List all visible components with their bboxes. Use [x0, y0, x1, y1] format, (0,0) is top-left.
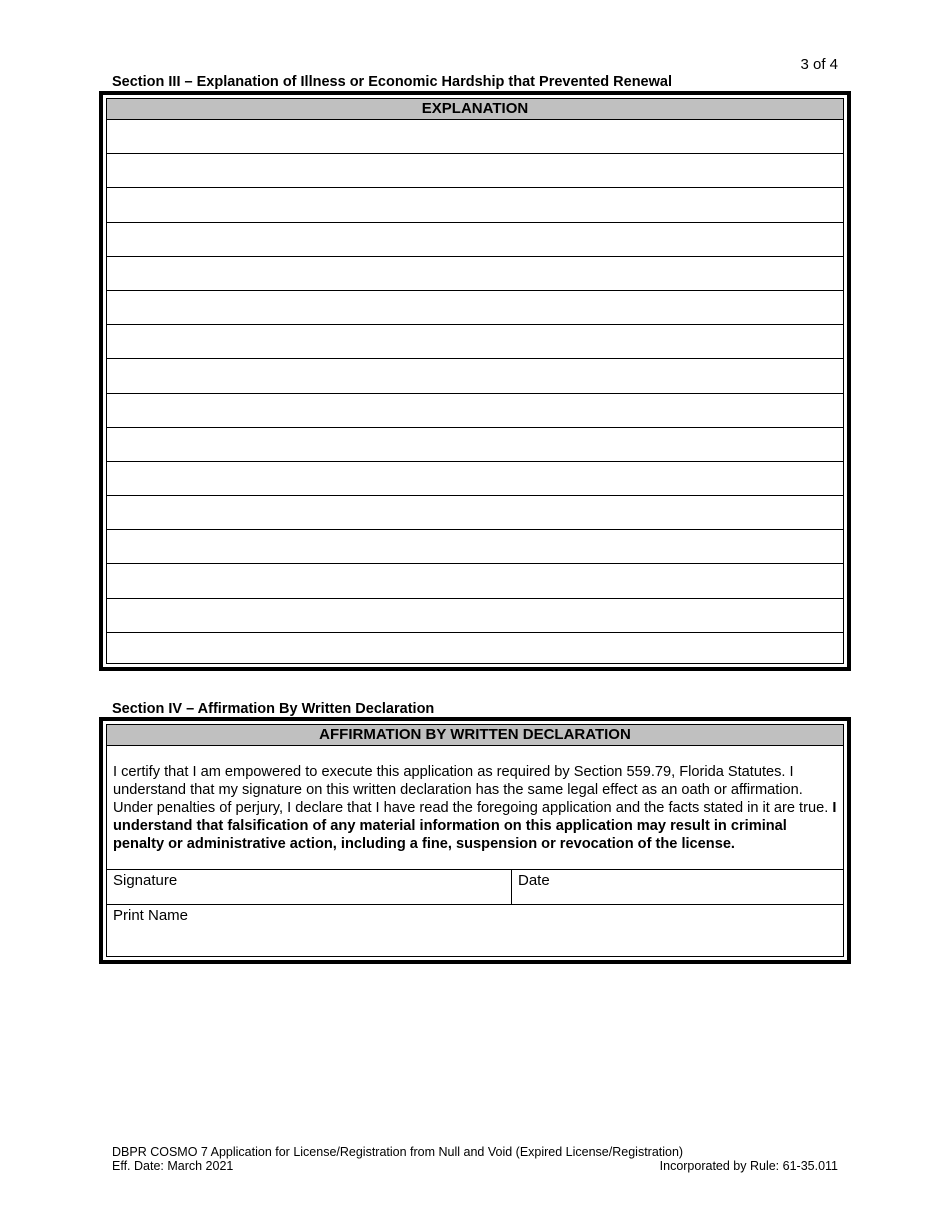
- print-name-label: Print Name: [113, 907, 189, 924]
- explanation-line-input[interactable]: [107, 359, 843, 392]
- explanation-line-input[interactable]: [107, 325, 843, 358]
- explanation-line: [107, 599, 843, 633]
- footer-rule: Incorporated by Rule: 61-35.011: [659, 1159, 838, 1173]
- explanation-line-input[interactable]: [107, 564, 843, 597]
- section-3-title: Section III – Explanation of Illness or Economic Hardship that Prevented Renewal: [112, 74, 672, 90]
- explanation-line: [107, 291, 843, 325]
- explanation-line: [107, 188, 843, 222]
- explanation-lines: [107, 120, 843, 667]
- explanation-line: [107, 633, 843, 667]
- affirmation-statement-bold: I understand that falsification of any material information on this application may result in criminal penalty or administrative action, including a fine, suspension or revocation of the license.: [113, 800, 837, 852]
- explanation-line-input[interactable]: [107, 462, 843, 495]
- footer-info: [112, 1159, 838, 1173]
- date-field[interactable]: [512, 870, 843, 904]
- footer-eff-date: Eff. Date: March 2021: [112, 1159, 234, 1173]
- explanation-line-input[interactable]: [107, 633, 843, 667]
- explanation-line: [107, 496, 843, 530]
- explanation-line-input[interactable]: [107, 257, 843, 290]
- signature-field[interactable]: [107, 870, 512, 904]
- affirmation-header: AFFIRMATION BY WRITTEN DECLARATION: [107, 725, 843, 746]
- explanation-line: [107, 223, 843, 257]
- explanation-line: [107, 530, 843, 564]
- explanation-line: [107, 462, 843, 496]
- signature-row: [107, 870, 843, 905]
- explanation-line: [107, 359, 843, 393]
- affirmation-statement: [107, 746, 843, 870]
- explanation-line-input[interactable]: [107, 394, 843, 427]
- explanation-line: [107, 564, 843, 598]
- affirmation-table: [99, 717, 851, 964]
- date-label: Date: [518, 872, 550, 889]
- explanation-table: [99, 91, 851, 671]
- section-4-title: Section IV – Affirmation By Written Declaration: [112, 701, 435, 717]
- explanation-line-input[interactable]: [107, 154, 843, 187]
- footer-form-title: DBPR COSMO 7 Application for License/Registration from Null and Void (Expired License/Registration): [112, 1145, 684, 1159]
- explanation-line: [107, 394, 843, 428]
- explanation-header: EXPLANATION: [107, 99, 843, 120]
- explanation-line-input[interactable]: [107, 599, 843, 632]
- explanation-line-input[interactable]: [107, 120, 843, 153]
- explanation-line-input[interactable]: [107, 428, 843, 461]
- signature-label: Signature: [113, 872, 178, 889]
- print-name-field[interactable]: [107, 905, 843, 939]
- explanation-line-input[interactable]: [107, 496, 843, 529]
- page-number: 3 of 4: [800, 56, 838, 73]
- explanation-line-input[interactable]: [107, 188, 843, 221]
- explanation-line: [107, 257, 843, 291]
- explanation-line-input[interactable]: [107, 291, 843, 324]
- explanation-line-input[interactable]: [107, 530, 843, 563]
- explanation-line: [107, 120, 843, 154]
- explanation-line: [107, 428, 843, 462]
- affirmation-statement-plain: I certify that I am empowered to execute this application as required by Section 559.79, Florida Statutes. I understand that my signature on this written declaration has the same legal effect as an oath or affirmation. Under penalties of perjury, I declare that I have read the foregoing application and the facts stated in it are true.: [113, 764, 833, 816]
- explanation-line-input[interactable]: [107, 223, 843, 256]
- explanation-line: [107, 325, 843, 359]
- explanation-line: [107, 154, 843, 188]
